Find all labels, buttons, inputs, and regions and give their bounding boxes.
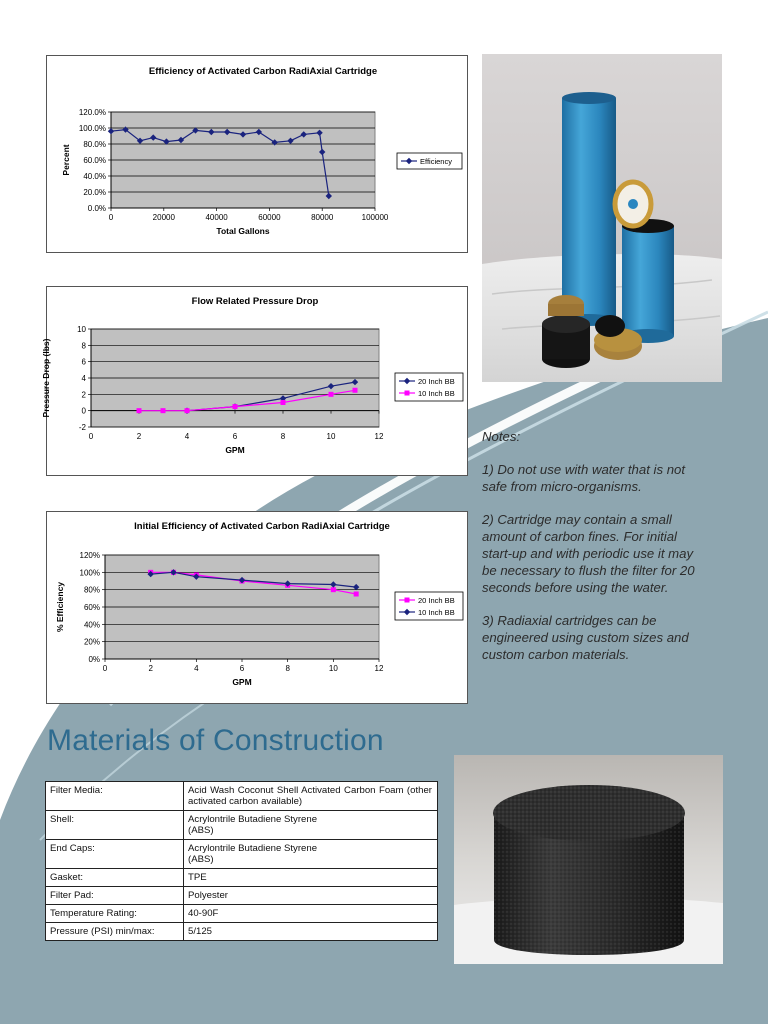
efficiency-chart <box>46 55 468 253</box>
x-tick-label: 2 <box>148 664 153 673</box>
spec-key: Filter Media: <box>46 782 184 811</box>
carbon-foam-photo <box>454 755 723 964</box>
data-point <box>233 404 238 409</box>
x-tick-label: 12 <box>374 664 384 673</box>
table-row <box>46 923 438 941</box>
spec-value: Polyester <box>184 887 438 905</box>
x-tick-label: 12 <box>374 432 384 441</box>
data-point <box>185 408 190 413</box>
y-tick-label: 80% <box>83 585 100 595</box>
y-tick-label: 2 <box>81 390 86 400</box>
x-axis-label: GPM <box>225 445 245 455</box>
spec-value: Acrylontrile Butadiene Styrene (ABS) <box>184 840 438 869</box>
legend-label: 10 Inch BB <box>418 388 455 398</box>
x-tick-label: 8 <box>285 664 290 673</box>
y-tick-label: 10 <box>77 325 86 334</box>
table-row <box>46 782 438 811</box>
efficiency-chart-svg <box>47 56 467 252</box>
chart-title: Efficiency of Activated Carbon RadiAxial Cartridge <box>148 66 378 77</box>
table-row <box>46 905 438 923</box>
x-tick-label: 60000 <box>258 213 281 222</box>
spec-key: End Caps: <box>46 840 184 869</box>
data-point <box>161 408 166 413</box>
y-tick-label: 20% <box>83 637 100 647</box>
notes-heading: Notes: <box>482 429 521 444</box>
y-tick-label: 8 <box>81 341 86 351</box>
table-row <box>46 840 438 869</box>
x-axis-label: GPM <box>232 677 252 687</box>
spec-value: 5/125 <box>184 923 438 941</box>
y-tick-label: 6 <box>81 357 86 367</box>
legend-label: 20 Inch BB <box>418 595 455 605</box>
table-row <box>46 887 438 905</box>
data-point <box>331 587 336 592</box>
note-item: 2) Cartridge may contain a small amount of carbon fines. For initial start-up and with periodic use it may be necessary to flush the filter for 20 seconds before using the water. <box>482 512 695 595</box>
x-tick-label: 40000 <box>205 213 228 222</box>
y-tick-label: -2 <box>78 423 86 432</box>
legend-label: Efficiency <box>420 156 452 166</box>
x-tick-label: 10 <box>326 432 336 441</box>
y-tick-label: 80.0% <box>83 140 106 149</box>
x-tick-label: 0 <box>108 213 114 222</box>
y-tick-label: 0% <box>88 655 100 664</box>
spec-key: Gasket: <box>46 869 184 887</box>
cartridge-photo <box>482 54 722 382</box>
spec-value: TPE <box>184 869 438 887</box>
note-item: 1) Do not use with water that is not safe from micro-organisms. <box>482 462 686 494</box>
chart-title: Flow Related Pressure Drop <box>191 296 319 307</box>
spec-key: Pressure (PSI) min/max: <box>46 923 184 941</box>
table-row <box>46 811 438 840</box>
chart-title: Initial Efficiency of Activated Carbon RadiAxial Cartridge <box>134 521 390 532</box>
y-tick-label: 60.0% <box>83 156 106 165</box>
spec-value: Acrylontrile Butadiene Styrene (ABS) <box>184 811 438 840</box>
x-tick-label: 6 <box>239 664 245 673</box>
x-tick-label: 10 <box>328 664 338 673</box>
initial-efficiency-chart <box>46 511 468 704</box>
x-tick-label: 20000 <box>152 213 175 222</box>
notes-section <box>482 428 732 679</box>
x-tick-label: 8 <box>280 432 286 441</box>
y-tick-label: 4 <box>81 374 86 383</box>
y-tick-label: 100% <box>79 568 100 578</box>
spec-key: Temperature Rating: <box>46 905 184 923</box>
pressure-drop-chart-svg <box>41 287 467 475</box>
x-tick-label: 100000 <box>361 213 389 222</box>
note-item: 3) Radiaxial cartridges can be engineered using custom sizes and custom carbon materials. <box>482 613 689 662</box>
data-point <box>329 392 334 397</box>
initial-efficiency-chart-svg <box>47 512 467 703</box>
y-tick-label: 120% <box>79 551 100 560</box>
data-point <box>354 592 359 597</box>
y-tick-label: 40% <box>83 620 100 630</box>
y-tick-label: 60% <box>83 603 100 612</box>
data-point <box>137 408 142 413</box>
pressure-drop-chart <box>41 286 468 476</box>
data-point <box>281 400 286 405</box>
spec-key: Filter Pad: <box>46 887 184 905</box>
spec-value: Acid Wash Coconut Shell Activated Carbon Foam (other activated carbon available) <box>184 782 438 811</box>
data-point <box>405 598 410 603</box>
y-tick-label: 120.0% <box>78 108 106 117</box>
x-tick-label: 80000 <box>311 213 334 222</box>
y-tick-label: 0 <box>81 406 86 416</box>
materials-table <box>45 781 438 941</box>
materials-title: Materials of Construction <box>47 724 384 757</box>
data-point <box>353 388 358 393</box>
x-axis-label: Total Gallons <box>216 226 270 236</box>
x-tick-label: 4 <box>194 664 199 673</box>
data-point <box>405 391 410 396</box>
spec-key: Shell: <box>46 811 184 840</box>
y-tick-label: 40.0% <box>83 172 106 181</box>
x-tick-label: 0 <box>88 432 94 441</box>
spec-value: 40-90F <box>184 905 438 923</box>
y-axis-label: % Efficiency <box>55 581 65 633</box>
x-tick-label: 2 <box>136 432 142 441</box>
y-tick-label: 20.0% <box>83 188 106 197</box>
y-axis-label: Percent <box>61 144 71 176</box>
table-row <box>46 869 438 887</box>
x-tick-label: 6 <box>232 432 238 441</box>
x-tick-label: 4 <box>184 432 190 441</box>
legend-label: 10 Inch BB <box>418 607 455 617</box>
y-tick-label: 0.0% <box>87 204 106 213</box>
y-axis-label: Pressure Drop (lbs) <box>41 338 51 418</box>
y-tick-label: 100.0% <box>78 124 106 133</box>
legend-label: 20 Inch BB <box>418 376 455 386</box>
x-tick-label: 0 <box>102 664 108 673</box>
